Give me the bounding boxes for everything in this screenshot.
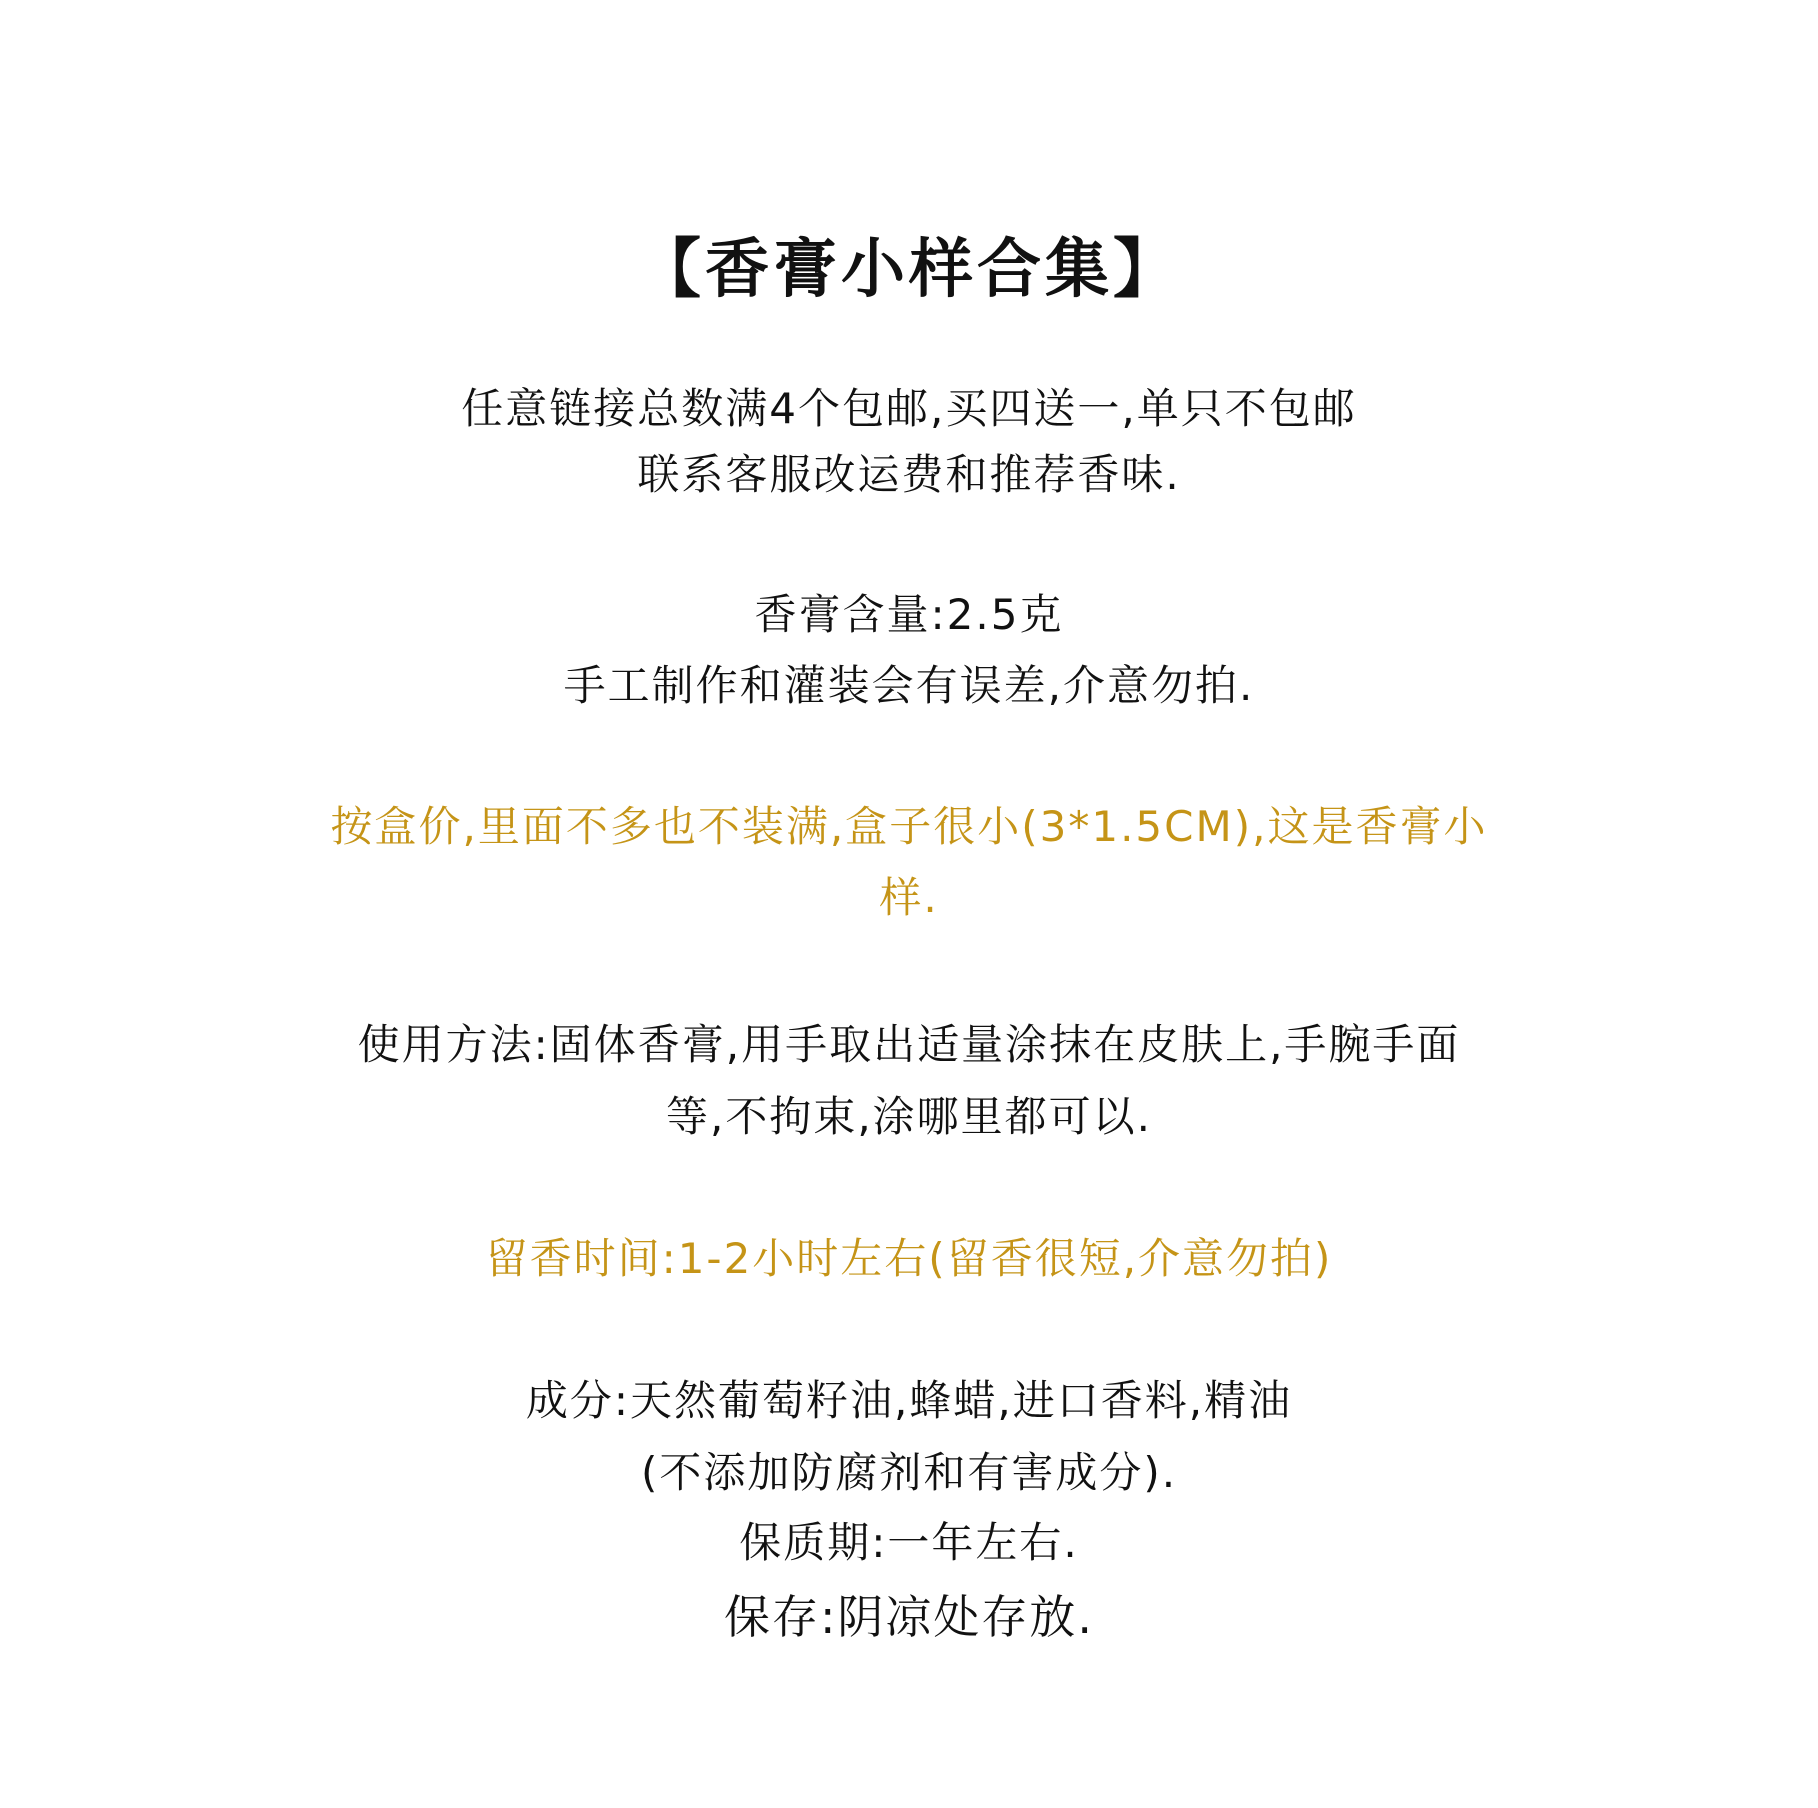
shipping-policy-line-2: 联系客服改运费和推荐香味.	[637, 450, 1181, 499]
content-amount: 香膏含量:2.5克	[754, 590, 1064, 639]
fragrance-duration: 留香时间:1-2小时左右(留香很短,介意勿拍)	[485, 1234, 1333, 1283]
storage-note: 保存:阴凉处存放.	[723, 1590, 1095, 1644]
ingredients-line-1: 成分:天然葡萄籽油,蜂蜡,进口香料,精油	[525, 1376, 1293, 1425]
handmade-note: 手工制作和灌装会有误差,介意勿拍.	[563, 661, 1255, 710]
box-note-line-1: 按盒价,里面不多也不装满,盒子很小(3*1.5CM),这是香膏小	[330, 802, 1488, 851]
page-title: 【香膏小样合集】	[637, 233, 1181, 307]
usage-line-2: 等,不拘束,涂哪里都可以.	[665, 1092, 1153, 1141]
ingredients-line-2: (不添加防腐剂和有害成分).	[640, 1448, 1178, 1497]
usage-line-1: 使用方法:固体香膏,用手取出适量涂抹在皮肤上,手腕手面	[357, 1020, 1461, 1069]
box-note-line-2: 样.	[879, 873, 939, 922]
shipping-policy-line-1: 任意链接总数满4个包邮,买四送一,单只不包邮	[461, 384, 1357, 433]
shelf-life: 保质期:一年左右.	[739, 1518, 1079, 1567]
